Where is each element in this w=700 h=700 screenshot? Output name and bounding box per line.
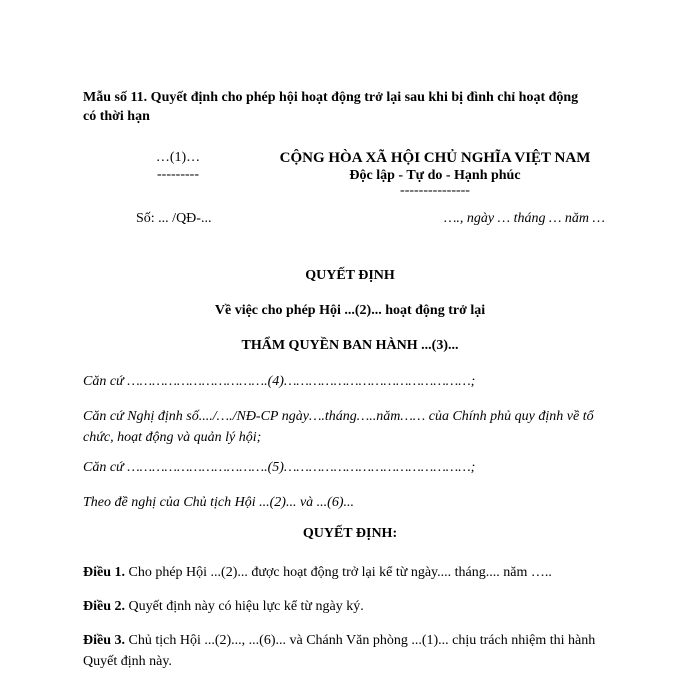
article-2-label: Điều 2. xyxy=(83,599,125,614)
article-1 xyxy=(83,562,623,583)
legal-basis-3: Căn cứ …………………………….(5)………………………………………; xyxy=(83,460,476,475)
document-number: Số: ... /QĐ-... xyxy=(136,211,212,226)
article-3-text: Chủ tịch Hội ...(2)..., ...(6)... và Chánh Văn phòng ...(1)... chịu trách nhiệm thi hành Quyết định này. xyxy=(83,633,596,669)
legal-basis-2: Căn cứ Nghị định số..../…./NĐ-CP ngày….tháng…..năm…… của Chính phủ quy định về tổ chức, hoạt động và quản lý hội; xyxy=(83,409,594,445)
legal-basis-1: Căn cứ …………………………….(4)………………………………………; xyxy=(83,374,476,389)
article-3 xyxy=(83,630,623,672)
proposal-basis: Theo đề nghị của Chủ tịch Hội ...(2)... và ...(6)... xyxy=(83,495,355,510)
national-name: CỘNG HÒA XÃ HỘI CHỦ NGHĨA VIỆT NAM xyxy=(279,150,591,166)
motto-underline: --------------- xyxy=(400,183,470,198)
article-2 xyxy=(83,596,623,617)
issuing-authority: THẨM QUYỀN BAN HÀNH ...(3)... xyxy=(241,338,459,353)
document-title: QUYẾT ĐỊNH xyxy=(305,268,395,283)
issuing-agency: …(1)… xyxy=(155,150,201,165)
national-motto: Độc lập - Tự do - Hạnh phúc xyxy=(349,168,521,183)
decision-heading: QUYẾT ĐỊNH: xyxy=(302,526,398,541)
article-1-text: Cho phép Hội ...(2)... được hoạt động trở lại kể từ ngày.... tháng.... năm ….. xyxy=(125,565,552,580)
article-1-label: Điều 1. xyxy=(83,565,125,580)
document-subject: Về việc cho phép Hội ...(2)... hoạt động trở lại xyxy=(214,303,486,318)
form-title-line2: có thời hạn xyxy=(83,109,150,124)
agency-underline: --------- xyxy=(157,167,199,182)
form-title-line1: Mẫu số 11. Quyết định cho phép hội hoạt động trở lại sau khi bị đình chỉ hoạt động xyxy=(83,90,579,105)
article-3-label: Điều 3. xyxy=(83,633,125,648)
place-date: …., ngày … tháng … năm … xyxy=(443,211,605,226)
article-2-text: Quyết định này có hiệu lực kể từ ngày ký. xyxy=(125,599,364,614)
